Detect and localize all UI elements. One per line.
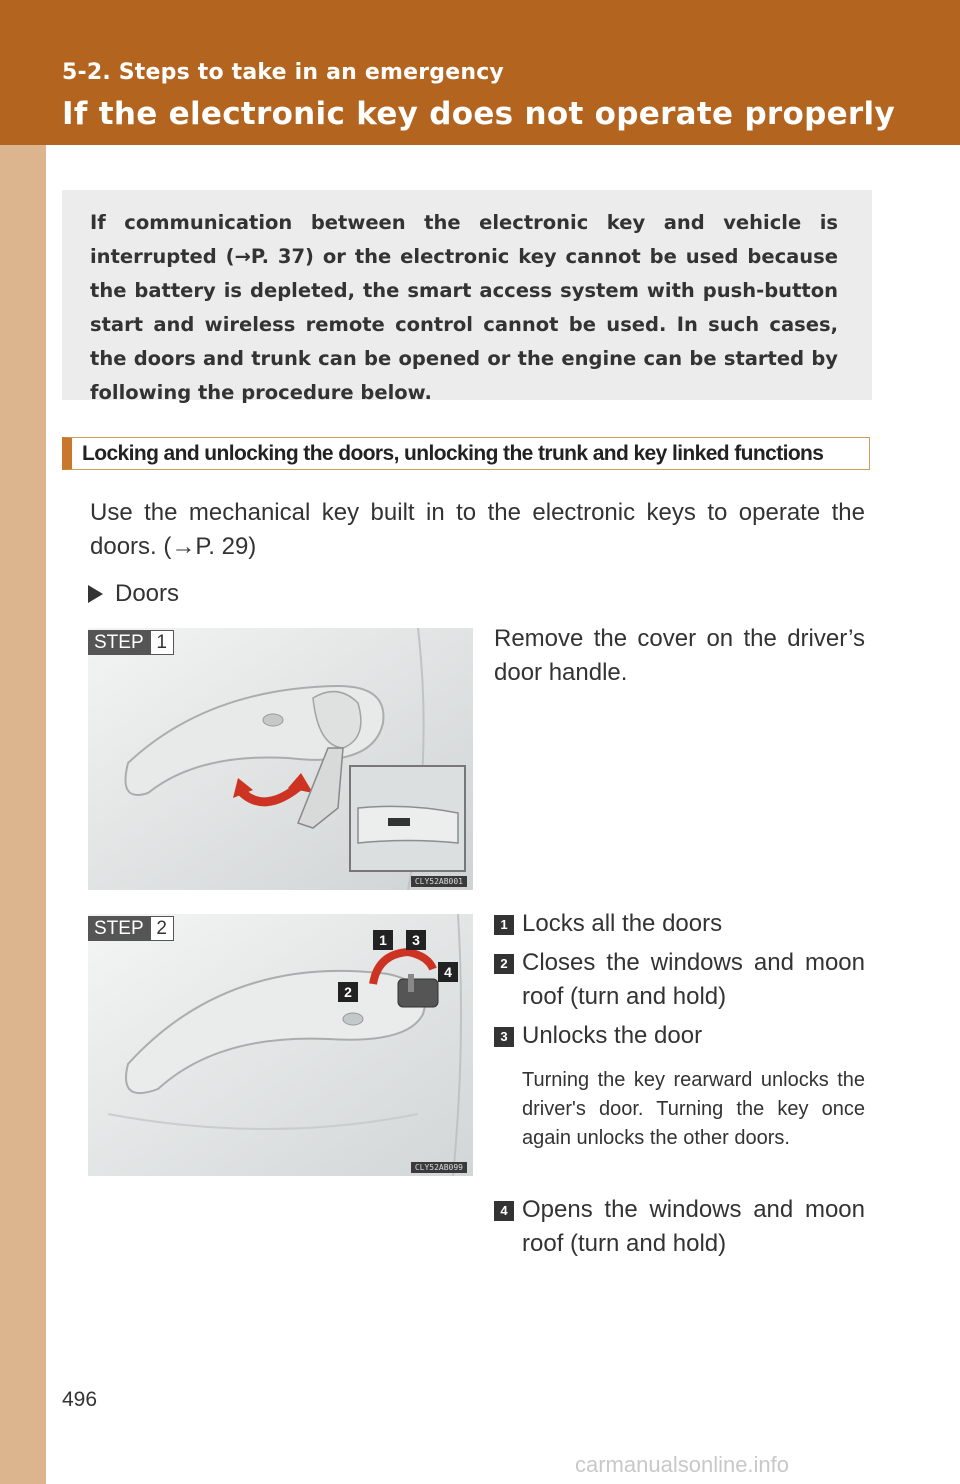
figure-code: CLY52AB001 xyxy=(411,876,467,887)
page-title: If the electronic key does not operate properly xyxy=(62,96,895,132)
callout-1: 1 xyxy=(373,930,393,950)
doors-label-text: Doors xyxy=(115,580,180,607)
step-2-item-1 xyxy=(494,907,865,941)
step-2-illustration xyxy=(88,914,473,1176)
step-2-item-3 xyxy=(494,1019,865,1053)
figure-code: CLY52AB099 xyxy=(411,1162,467,1173)
page-header xyxy=(0,0,960,145)
watermark: carmanualsonline.info xyxy=(575,1452,790,1477)
step-1-badge xyxy=(88,630,174,655)
callout-4: 4 xyxy=(438,962,458,982)
item-number-badge: 2 xyxy=(494,954,514,974)
callout-3: 3 xyxy=(406,930,426,950)
item-number-badge: 4 xyxy=(494,1201,514,1221)
doors-heading xyxy=(88,580,179,608)
step-2-number: 2 xyxy=(150,916,174,941)
key-in-door-illustration xyxy=(88,914,473,1176)
intro-text: If communication between the electronic key and vehicle is interrupted (→P. 37) or the electronic key cannot be used because the battery is depleted, the smart access system with push-button start and wireless remote control cannot be used. In such cases, the doors and trunk can be opened or the engine can be started by following the procedure below. xyxy=(90,211,838,404)
subheading-text: Locking and unlocking the doors, unlocking the trunk and key linked functions xyxy=(82,442,824,465)
step-2-item-2 xyxy=(494,946,865,1014)
step-2-label: STEP xyxy=(88,916,150,941)
page-number: 496 xyxy=(62,1388,98,1411)
item-text: Locks all the doors xyxy=(522,910,723,937)
step-1-number: 1 xyxy=(150,630,174,655)
step-2-badge xyxy=(88,916,174,941)
item-text: Closes the windows and moon roof (turn and hold) xyxy=(522,949,865,1010)
step-1-text: Remove the cover on the driver’s door handle. xyxy=(494,625,865,686)
item-text: Opens the windows and moon roof (turn and hold) xyxy=(522,1196,865,1257)
triangle-bullet-icon xyxy=(88,585,103,603)
intro-box xyxy=(62,190,872,404)
body-text: Use the mechanical key built in to the electronic keys to operate the doors. (→P. 29) xyxy=(90,499,865,560)
door-handle-cover-illustration xyxy=(88,628,473,890)
subheading xyxy=(62,437,870,470)
step-1-illustration xyxy=(88,628,473,890)
item-number-badge: 1 xyxy=(494,915,514,935)
item-text: Unlocks the door xyxy=(522,1022,703,1049)
section-label: 5-2. Steps to take in an emergency xyxy=(62,60,504,85)
step-1-label: STEP xyxy=(88,630,150,655)
callout-2: 2 xyxy=(338,982,358,1002)
step-2-item-4 xyxy=(494,1193,865,1261)
item-number-badge: 3 xyxy=(494,1027,514,1047)
page-margin-strip xyxy=(0,0,46,1484)
step-2-note: Turning the key rearward unlocks the driver's door. Turning the key once again unlocks the other doors. xyxy=(522,1069,865,1149)
